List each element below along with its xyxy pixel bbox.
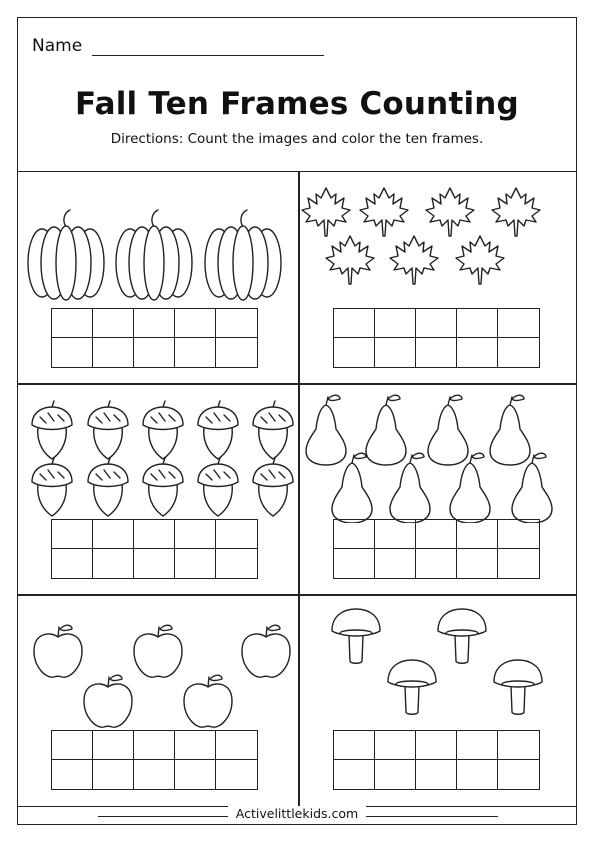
count-cell-mushroom <box>300 594 580 805</box>
mushroom-icon <box>388 660 436 714</box>
maple-leaf-icon <box>456 236 504 284</box>
footer <box>18 806 576 826</box>
ten-frame-box[interactable] <box>134 731 175 760</box>
ten-frame-box[interactable] <box>216 760 257 789</box>
ten-frame-box[interactable] <box>334 520 375 549</box>
ten-frame-box[interactable] <box>134 760 175 789</box>
ten-frame-box[interactable] <box>334 309 375 338</box>
ten-frame-box[interactable] <box>416 760 457 789</box>
worksheet <box>17 17 577 825</box>
ten-frame-box[interactable] <box>498 338 539 367</box>
apple-icon <box>84 675 132 727</box>
acorn-pictures <box>18 383 298 523</box>
acorn-icon <box>198 401 238 459</box>
maple-leaf-pictures <box>300 172 580 312</box>
mushroom-pictures <box>300 594 580 734</box>
pear-icon <box>306 395 346 465</box>
pear-icon <box>428 395 468 465</box>
ten-frame-box[interactable] <box>457 309 498 338</box>
ten-frame-box[interactable] <box>498 309 539 338</box>
ten-frame-box[interactable] <box>416 338 457 367</box>
maple-leaf-icon <box>360 188 408 236</box>
page-title: Fall Ten Frames Counting <box>75 86 519 122</box>
acorn-icon <box>198 458 238 516</box>
ten-frame-box[interactable] <box>498 731 539 760</box>
ten-frame-box[interactable] <box>52 309 93 338</box>
footer-site: Activelittlekids.com <box>228 806 366 821</box>
ten-frame-box[interactable] <box>175 338 216 367</box>
ten-frame <box>333 519 540 579</box>
ten-frame-box[interactable] <box>134 309 175 338</box>
ten-frame-box[interactable] <box>175 309 216 338</box>
ten-frame-box[interactable] <box>416 309 457 338</box>
ten-frame-box[interactable] <box>216 520 257 549</box>
ten-frame-box[interactable] <box>375 731 416 760</box>
ten-frame-box[interactable] <box>334 549 375 578</box>
ten-frame <box>333 730 540 790</box>
ten-frame-box[interactable] <box>457 338 498 367</box>
acorn-icon <box>253 401 293 459</box>
grid-divider-vertical <box>298 172 300 806</box>
grid-divider-row-2 <box>18 594 576 596</box>
ten-frame-box[interactable] <box>93 309 134 338</box>
ten-frame-box[interactable] <box>175 760 216 789</box>
name-label: Name <box>32 36 83 56</box>
ten-frame-box[interactable] <box>52 520 93 549</box>
ten-frame-box[interactable] <box>334 760 375 789</box>
ten-frame-box[interactable] <box>375 549 416 578</box>
ten-frame-box[interactable] <box>93 520 134 549</box>
ten-frame-box[interactable] <box>334 731 375 760</box>
ten-frame-box[interactable] <box>457 549 498 578</box>
ten-frame-box[interactable] <box>52 549 93 578</box>
grid-divider-row-1 <box>18 383 576 385</box>
ten-frame-box[interactable] <box>457 520 498 549</box>
ten-frame-box[interactable] <box>175 549 216 578</box>
count-cell-pumpkin <box>18 172 298 383</box>
pumpkin-icon <box>116 210 192 300</box>
ten-frame-box[interactable] <box>498 549 539 578</box>
acorn-icon <box>143 401 183 459</box>
count-cell-acorn <box>18 383 298 594</box>
acorn-icon <box>32 401 72 459</box>
ten-frame-box[interactable] <box>457 760 498 789</box>
pear-icon <box>366 395 406 465</box>
pear-icon <box>490 395 530 465</box>
ten-frame-box[interactable] <box>498 520 539 549</box>
ten-frame-box[interactable] <box>134 520 175 549</box>
ten-frame <box>333 308 540 368</box>
name-field[interactable] <box>92 39 324 56</box>
acorn-icon <box>88 458 128 516</box>
acorn-icon <box>88 401 128 459</box>
directions-text: Directions: Count the images and color the ten frames. <box>110 131 484 147</box>
ten-frame-box[interactable] <box>52 731 93 760</box>
apple-icon <box>34 625 82 677</box>
ten-frame-box[interactable] <box>93 549 134 578</box>
ten-frame-box[interactable] <box>375 338 416 367</box>
ten-frame-box[interactable] <box>175 731 216 760</box>
ten-frame-box[interactable] <box>134 549 175 578</box>
ten-frame-box[interactable] <box>334 338 375 367</box>
counting-grid <box>18 172 576 806</box>
maple-leaf-icon <box>302 188 350 236</box>
apple-icon <box>242 625 290 677</box>
ten-frame-box[interactable] <box>457 731 498 760</box>
pear-icon <box>332 453 372 523</box>
ten-frame-box[interactable] <box>216 338 257 367</box>
pumpkin-icon <box>205 210 281 300</box>
mushroom-icon <box>494 660 542 714</box>
ten-frame-box[interactable] <box>175 520 216 549</box>
ten-frame-box[interactable] <box>416 549 457 578</box>
pumpkin-icon <box>28 210 104 300</box>
ten-frame-box[interactable] <box>93 731 134 760</box>
ten-frame-box[interactable] <box>216 731 257 760</box>
ten-frame-box[interactable] <box>375 760 416 789</box>
ten-frame-box[interactable] <box>52 338 93 367</box>
ten-frame-box[interactable] <box>52 760 93 789</box>
ten-frame-box[interactable] <box>498 760 539 789</box>
acorn-icon <box>143 458 183 516</box>
ten-frame-box[interactable] <box>416 731 457 760</box>
ten-frame-box[interactable] <box>416 520 457 549</box>
ten-frame <box>51 308 258 368</box>
apple-pictures <box>18 594 298 734</box>
ten-frame-box[interactable] <box>216 549 257 578</box>
worksheet-header <box>18 18 576 172</box>
apple-icon <box>184 675 232 727</box>
count-cell-apple <box>18 594 298 805</box>
acorn-icon <box>32 458 72 516</box>
ten-frame-box[interactable] <box>375 309 416 338</box>
ten-frame <box>51 519 258 579</box>
pear-pictures <box>300 383 580 523</box>
ten-frame-box[interactable] <box>134 338 175 367</box>
maple-leaf-icon <box>492 188 540 236</box>
maple-leaf-icon <box>426 188 474 236</box>
maple-leaf-icon <box>390 236 438 284</box>
ten-frame-box[interactable] <box>93 338 134 367</box>
mushroom-icon <box>332 609 380 663</box>
mushroom-icon <box>438 609 486 663</box>
maple-leaf-icon <box>326 236 374 284</box>
pumpkin-pictures <box>18 172 298 312</box>
ten-frame-box[interactable] <box>375 520 416 549</box>
name-row <box>32 36 324 56</box>
apple-icon <box>134 625 182 677</box>
ten-frame-box[interactable] <box>216 309 257 338</box>
count-cell-maple-leaf <box>300 172 580 383</box>
ten-frame <box>51 730 258 790</box>
acorn-icon <box>253 458 293 516</box>
count-cell-pear <box>300 383 580 594</box>
ten-frame-box[interactable] <box>93 760 134 789</box>
